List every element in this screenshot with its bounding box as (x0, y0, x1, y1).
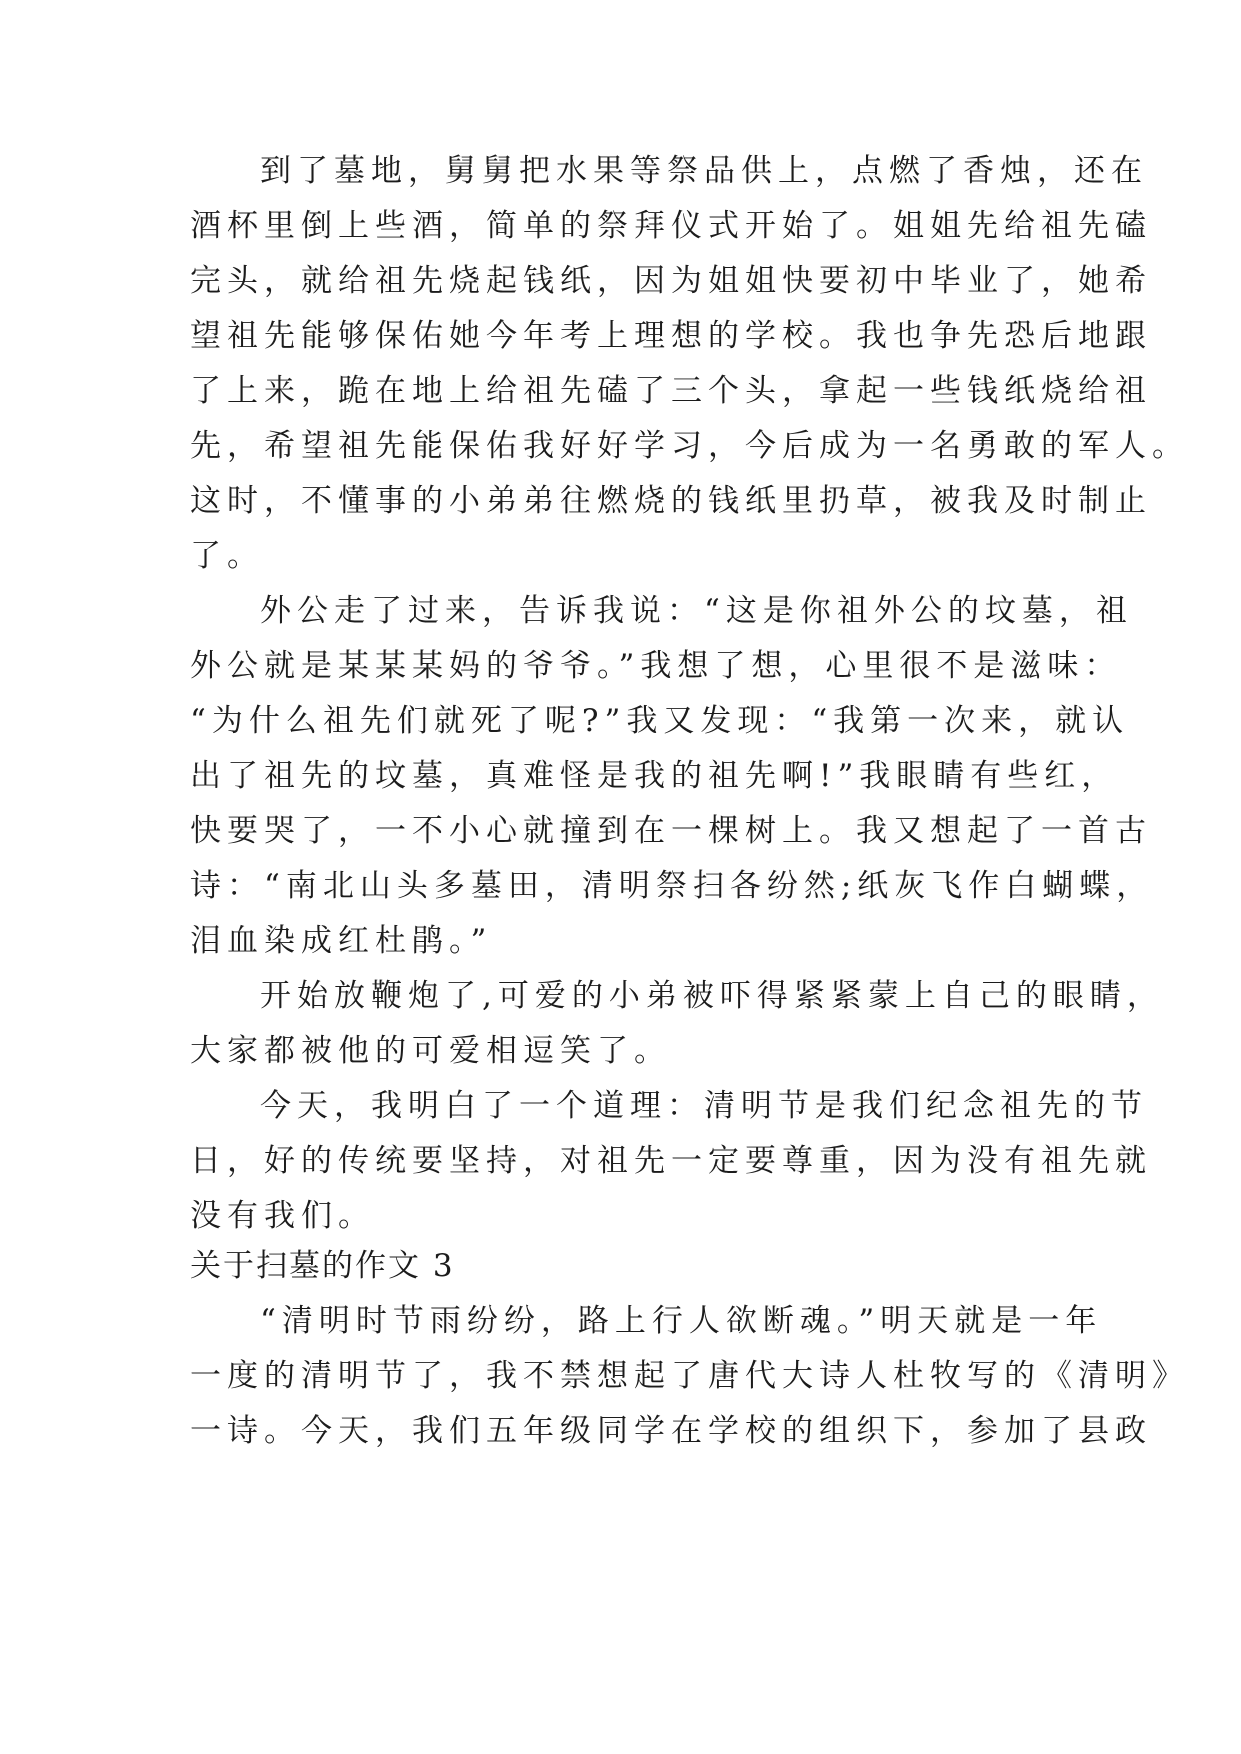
text-line: 一度的清明节了，我不禁想起了唐代大诗人杜牧写的《清明》 (190, 1358, 1189, 1394)
text-line: 日，好的传统要坚持，对祖先一定要尊重，因为没有祖先就 (190, 1143, 1152, 1179)
text-line: 这时，不懂事的小弟弟往燃烧的钱纸里扔草，被我及时制止 (190, 483, 1152, 519)
text-line: 出了祖先的坟墓，真难怪是我的祖先啊!”我眼睛有些红， (190, 758, 1119, 794)
text-line: 一诗。今天，我们五年级同学在学校的组织下，参加了县政 (190, 1413, 1152, 1449)
text-line: 没有我们。 (190, 1198, 375, 1234)
section-heading: 关于扫墓的作文 3 (190, 1248, 455, 1284)
text-line: 望祖先能够保佑她今年考上理想的学校。我也争先恐后地跟 (190, 318, 1152, 354)
text-line: “清明时节雨纷纷，路上行人欲断魂。”明天就是一年 (260, 1303, 1103, 1339)
text-line: 大家都被他的可爱相逗笑了。 (190, 1033, 671, 1069)
text-line: 今天，我明白了一个道理：清明节是我们纪念祖先的节 (260, 1088, 1148, 1124)
text-line: 酒杯里倒上些酒，简单的祭拜仪式开始了。姐姐先给祖先磕 (190, 208, 1152, 244)
text-line: 完头，就给祖先烧起钱纸，因为姐姐快要初中毕业了，她希 (190, 263, 1152, 299)
text-line: 到了墓地，舅舅把水果等祭品供上，点燃了香烛，还在 (260, 153, 1148, 189)
text-line: 外公就是某某某妈的爷爷。”我想了想，心里很不是滋味： (190, 648, 1122, 684)
text-line: 先，希望祖先能保佑我好好学习，今后成为一名勇敢的军人。 (190, 428, 1189, 464)
text-line: 开始放鞭炮了,可爱的小弟被吓得紧紧蒙上自己的眼睛， (260, 978, 1164, 1014)
text-line: 诗：“南北山头多墓田，清明祭扫各纷然;纸灰飞作白蝴蝶， (190, 868, 1154, 904)
text-line: 快要哭了，一不小心就撞到在一棵树上。我又想起了一首古 (190, 813, 1152, 849)
text-line: 了。 (190, 538, 264, 574)
text-line: 了上来，跪在地上给祖先磕了三个头，拿起一些钱纸烧给祖 (190, 373, 1152, 409)
text-line: 外公走了过来，告诉我说：“这是你祖外公的坟墓，祖 (260, 593, 1133, 629)
text-line: “为什么祖先们就死了呢?”我又发现：“我第一次来，就认 (190, 703, 1130, 739)
text-line: 泪血染成红杜鹃。” (190, 923, 493, 959)
